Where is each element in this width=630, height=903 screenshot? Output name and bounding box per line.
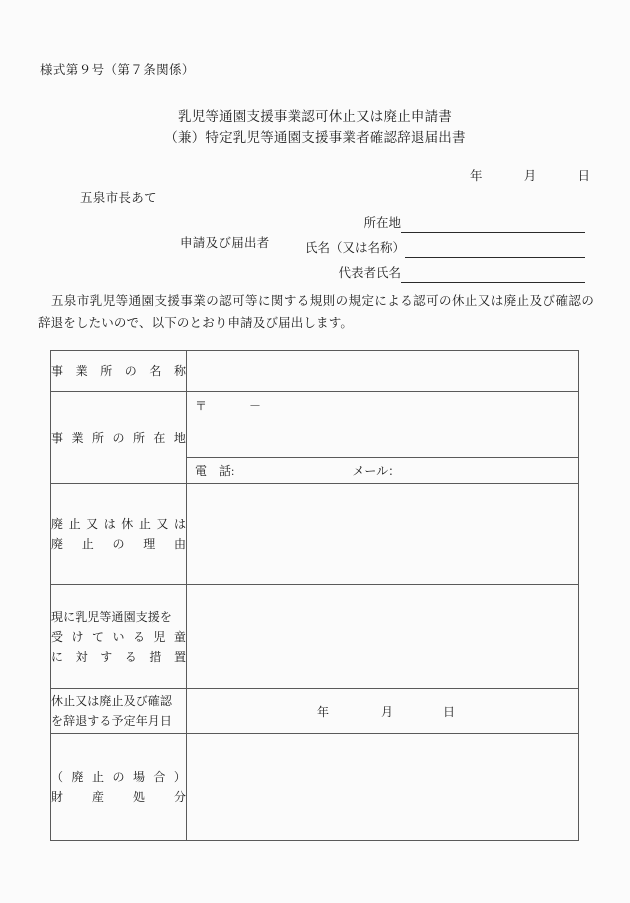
- contact-entry: [187, 458, 578, 483]
- mail-label: メール：: [352, 464, 401, 478]
- scheduled-date-year: 年: [317, 704, 330, 719]
- table-row-reason: [51, 484, 579, 585]
- applicant-representative-input[interactable]: [401, 265, 585, 283]
- value-office-address[interactable]: [187, 392, 579, 458]
- value-measures[interactable]: [187, 585, 579, 689]
- postal-mark-icon: 〒: [195, 399, 208, 413]
- label-measures: [51, 585, 187, 689]
- value-office-name[interactable]: [187, 351, 579, 392]
- form-number: 様式第９号（第７条関係）: [40, 63, 195, 77]
- value-reason[interactable]: [187, 484, 579, 585]
- date-header-year: 年: [470, 169, 483, 183]
- postal-dash: －: [249, 399, 262, 413]
- label-measures-line-2: 受 け て い る 児 童: [51, 629, 186, 644]
- date-header-month: 月: [523, 169, 537, 183]
- applicant-name-label: 氏名（又は名称）: [304, 241, 405, 255]
- scheduled-date-day: 日: [443, 704, 456, 719]
- table-row-property-disposal: [51, 734, 579, 841]
- label-office-name-text: 事 業 所 の 名 称: [51, 364, 186, 378]
- applicant-group-label: 申請及び届出者: [180, 236, 270, 250]
- applicant-block: [170, 208, 585, 283]
- label-scheduled-date-line-2: を辞退する予定年月日: [51, 714, 173, 728]
- value-scheduled-date[interactable]: [187, 689, 579, 734]
- label-property-disposal: [51, 734, 187, 841]
- label-reason-line-2: 廃 止 の 理 由: [51, 537, 186, 551]
- applicant-representative-row: [170, 258, 585, 283]
- addressee: 五泉市長あて: [80, 191, 157, 205]
- value-contact[interactable]: [187, 458, 579, 484]
- label-reason-line-1: 廃 止 又 は 休 止 又 は: [51, 517, 186, 531]
- label-scheduled-date-line-1: 休止又は廃止及び確認: [51, 694, 173, 708]
- table-row-scheduled-date: [51, 689, 579, 734]
- label-office-address: [51, 392, 187, 484]
- applicant-representative-label: 代表者氏名: [338, 266, 401, 280]
- document-title: [0, 106, 630, 148]
- phone-label: 電 話:: [195, 464, 235, 478]
- label-measures-line-3: に 対 す る 措 置: [51, 649, 186, 664]
- date-header-day: 日: [577, 169, 590, 183]
- label-office-address-text: 事 業 所 の 所 在 地: [51, 430, 186, 445]
- label-scheduled-date: [51, 689, 187, 734]
- scheduled-date-month: 月: [381, 704, 394, 719]
- title-line-2: （兼）特定乳児等通園支援事業者確認辞退届出書: [164, 130, 466, 145]
- label-measures-line-1: 現に乳児等通園支援を: [51, 609, 173, 624]
- title-line-1: 乳児等通園支援事業認可休止又は廃止申請書: [178, 109, 452, 124]
- applicant-address-input[interactable]: [401, 215, 585, 233]
- scheduled-date-entry: [187, 703, 578, 720]
- applicant-address-row: [170, 208, 585, 233]
- label-office-name: [51, 351, 187, 392]
- office-address-entry: [187, 392, 578, 457]
- date-header: [470, 166, 590, 184]
- value-property-disposal[interactable]: [187, 734, 579, 841]
- label-property-disposal-line-2: 財 産 処 分: [51, 790, 186, 804]
- table-row-office-address: [51, 392, 579, 458]
- body-paragraph: 五泉市乳児等通園支援事業の認可等に関する規則の規定による認可の休止又は廃止及び確認の辞退をしたいので、以下のとおり申請及び届出します。: [38, 294, 594, 330]
- label-property-disposal-line-1: （ 廃 止 の 場 合 ）: [51, 770, 186, 784]
- application-table: [50, 350, 579, 841]
- table-row-measures: [51, 585, 579, 689]
- applicant-name-input[interactable]: [405, 240, 585, 258]
- table-row-office-name: [51, 351, 579, 392]
- applicant-address-label: 所在地: [363, 216, 401, 230]
- label-reason: [51, 484, 187, 585]
- postal-code-row: [195, 397, 570, 414]
